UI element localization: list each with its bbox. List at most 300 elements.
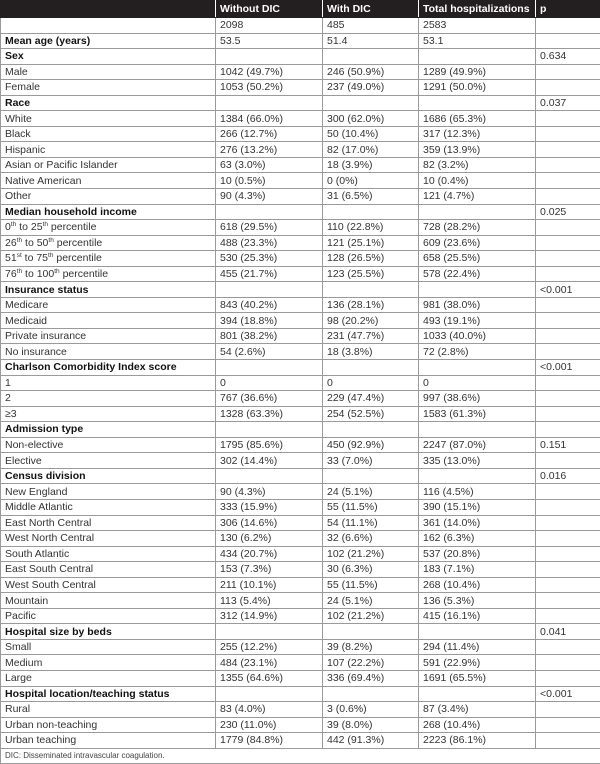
cell-with-dic: 82 (17.0%): [323, 142, 419, 158]
row-label: [1, 189, 216, 205]
row-label: [1, 173, 216, 189]
cell-without-dic: [216, 686, 323, 702]
cell-with-dic: [323, 95, 419, 111]
cell-total: 609 (23.6%): [419, 235, 536, 251]
row-label: [1, 639, 216, 655]
row-label: [1, 220, 216, 236]
cell-p-value: [536, 189, 600, 205]
cell-p-value: [536, 422, 600, 438]
row-label: [1, 344, 216, 360]
label-text: Sex: [5, 50, 24, 62]
cell-total: 415 (16.1%): [419, 608, 536, 624]
row-label: [1, 235, 216, 251]
table-row: [1, 313, 600, 329]
table-group-row: [1, 360, 600, 376]
label-text: Census division: [5, 470, 86, 482]
cell-with-dic: [323, 686, 419, 702]
cell-total: [419, 686, 536, 702]
cell-total: 294 (11.4%): [419, 639, 536, 655]
table-row: [1, 220, 600, 236]
table-body: [1, 18, 600, 749]
row-label: [1, 624, 216, 640]
row-label: [1, 282, 216, 298]
cell-without-dic: [216, 95, 323, 111]
cell-without-dic: 1328 (63.3%): [216, 406, 323, 422]
cell-p-value: [536, 266, 600, 282]
row-label: [1, 577, 216, 593]
cell-p-value: 0.151: [536, 437, 600, 453]
cell-with-dic: 107 (22.2%): [323, 655, 419, 671]
row-label: [1, 655, 216, 671]
cell-total: 2583: [419, 18, 536, 34]
row-label: [1, 499, 216, 515]
cell-without-dic: 312 (14.9%): [216, 608, 323, 624]
label-superscript: th: [17, 268, 22, 275]
cell-total: 82 (3.2%): [419, 157, 536, 173]
label-text: 51: [5, 252, 17, 264]
label-text: Insurance status: [5, 284, 88, 296]
cell-without-dic: 83 (4.0%): [216, 702, 323, 718]
cell-without-dic: 801 (38.2%): [216, 328, 323, 344]
cell-without-dic: 1355 (64.6%): [216, 670, 323, 686]
cell-total: 1289 (49.9%): [419, 64, 536, 80]
cell-p-value: [536, 702, 600, 718]
cell-total: [419, 95, 536, 111]
label-text: New England: [5, 486, 67, 498]
cell-without-dic: 1779 (84.8%): [216, 733, 323, 749]
table-group-row: [1, 33, 600, 49]
table-row: [1, 437, 600, 453]
row-label: [1, 142, 216, 158]
table-row: [1, 608, 600, 624]
cell-without-dic: 530 (25.3%): [216, 251, 323, 267]
label-text: Elective: [5, 455, 42, 467]
cell-with-dic: 231 (47.7%): [323, 328, 419, 344]
header-total: Total hospitalizations: [419, 1, 536, 18]
row-label: [1, 468, 216, 484]
cell-p-value: [536, 111, 600, 127]
cell-total: [419, 204, 536, 220]
label-text: percentile: [53, 252, 101, 264]
cell-p-value: 0.025: [536, 204, 600, 220]
row-label: [1, 437, 216, 453]
cell-without-dic: [216, 49, 323, 65]
cell-p-value: [536, 733, 600, 749]
cell-without-dic: 113 (5.4%): [216, 593, 323, 609]
cell-total: 1691 (65.5%): [419, 670, 536, 686]
cell-with-dic: 33 (7.0%): [323, 453, 419, 469]
cell-total: 2223 (86.1%): [419, 733, 536, 749]
cell-total: [419, 282, 536, 298]
header-with-dic: With DIC: [323, 1, 419, 18]
cell-with-dic: 128 (26.5%): [323, 251, 419, 267]
table-row: [1, 655, 600, 671]
cell-p-value: 0.634: [536, 49, 600, 65]
cell-total: 359 (13.9%): [419, 142, 536, 158]
cell-p-value: [536, 406, 600, 422]
label-text: Middle Atlantic: [5, 501, 73, 513]
cell-without-dic: [216, 468, 323, 484]
cell-with-dic: 55 (11.5%): [323, 499, 419, 515]
table-row: [1, 142, 600, 158]
cell-without-dic: 255 (12.2%): [216, 639, 323, 655]
cell-without-dic: 434 (20.7%): [216, 546, 323, 562]
cell-without-dic: 455 (21.7%): [216, 266, 323, 282]
cell-without-dic: 0: [216, 375, 323, 391]
cell-p-value: [536, 328, 600, 344]
cell-p-value: [536, 655, 600, 671]
cell-with-dic: 24 (5.1%): [323, 484, 419, 500]
cell-with-dic: 485: [323, 18, 419, 34]
cell-total: 53.1: [419, 33, 536, 49]
row-label: [1, 204, 216, 220]
label-text: percentile: [60, 268, 108, 280]
row-label: [1, 80, 216, 96]
cell-total: 121 (4.7%): [419, 189, 536, 205]
cell-p-value: [536, 235, 600, 251]
cell-with-dic: 300 (62.0%): [323, 111, 419, 127]
cell-without-dic: 484 (23.1%): [216, 655, 323, 671]
cell-without-dic: 53.5: [216, 33, 323, 49]
row-label: [1, 126, 216, 142]
cell-with-dic: 246 (50.9%): [323, 64, 419, 80]
cell-with-dic: 54 (11.1%): [323, 515, 419, 531]
cell-p-value: [536, 344, 600, 360]
row-label: [1, 562, 216, 578]
table-row: [1, 562, 600, 578]
cell-with-dic: [323, 204, 419, 220]
label-text: Hispanic: [5, 144, 45, 156]
row-label: [1, 251, 216, 267]
cell-p-value: [536, 515, 600, 531]
cell-total: 728 (28.2%): [419, 220, 536, 236]
table-row: [1, 577, 600, 593]
header-row: [1, 1, 600, 18]
cell-without-dic: 302 (14.4%): [216, 453, 323, 469]
cell-total: 1686 (65.3%): [419, 111, 536, 127]
row-label: [1, 702, 216, 718]
cell-with-dic: 450 (92.9%): [323, 437, 419, 453]
row-label: [1, 453, 216, 469]
cell-without-dic: 1042 (49.7%): [216, 64, 323, 80]
cell-total: 1033 (40.0%): [419, 328, 536, 344]
table-group-row: [1, 686, 600, 702]
label-text: Rural: [5, 703, 30, 715]
cell-p-value: [536, 453, 600, 469]
row-label: [1, 670, 216, 686]
cell-with-dic: 18 (3.9%): [323, 157, 419, 173]
label-text: Male: [5, 66, 28, 78]
cell-with-dic: 102 (21.2%): [323, 546, 419, 562]
label-text: Native American: [5, 175, 81, 187]
row-label: [1, 111, 216, 127]
cell-with-dic: [323, 468, 419, 484]
table-row: [1, 484, 600, 500]
table-row: [1, 173, 600, 189]
row-label: [1, 546, 216, 562]
label-text: to 50: [22, 237, 48, 249]
cell-total: 361 (14.0%): [419, 515, 536, 531]
label-text: Mountain: [5, 595, 48, 607]
cell-without-dic: [216, 204, 323, 220]
cell-without-dic: 618 (29.5%): [216, 220, 323, 236]
label-text: Mean age (years): [5, 35, 90, 47]
label-text: No insurance: [5, 346, 67, 358]
cell-with-dic: 123 (25.5%): [323, 266, 419, 282]
label-text: Race: [5, 97, 30, 109]
label-text: 1: [5, 377, 11, 389]
table-row: [1, 406, 600, 422]
row-label: [1, 686, 216, 702]
table-group-row: [1, 49, 600, 65]
label-text: Black: [5, 128, 31, 140]
table-row: [1, 717, 600, 733]
cell-without-dic: 767 (36.6%): [216, 391, 323, 407]
cell-with-dic: 50 (10.4%): [323, 126, 419, 142]
table-row: [1, 733, 600, 749]
cell-p-value: [536, 593, 600, 609]
cell-with-dic: [323, 282, 419, 298]
label-text: to 100: [22, 268, 54, 280]
cell-without-dic: 90 (4.3%): [216, 484, 323, 500]
label-text: West North Central: [5, 532, 94, 544]
cell-without-dic: 54 (2.6%): [216, 344, 323, 360]
cell-p-value: [536, 80, 600, 96]
cell-total: 335 (13.0%): [419, 453, 536, 469]
cell-with-dic: 3 (0.6%): [323, 702, 419, 718]
row-label: [1, 608, 216, 624]
row-label: [1, 266, 216, 282]
label-text: White: [5, 113, 32, 125]
cell-without-dic: 1795 (85.6%): [216, 437, 323, 453]
cell-without-dic: 230 (11.0%): [216, 717, 323, 733]
row-label: [1, 531, 216, 547]
cell-without-dic: 306 (14.6%): [216, 515, 323, 531]
table-row: [1, 499, 600, 515]
cell-total: 268 (10.4%): [419, 717, 536, 733]
cell-with-dic: 31 (6.5%): [323, 189, 419, 205]
table-row: [1, 391, 600, 407]
row-label: [1, 328, 216, 344]
row-label: [1, 422, 216, 438]
table-group-row: [1, 468, 600, 484]
cell-with-dic: 229 (47.4%): [323, 391, 419, 407]
label-superscript: th: [43, 221, 48, 228]
label-text: East South Central: [5, 563, 93, 575]
footnote-row: [1, 748, 600, 763]
cell-with-dic: 336 (69.4%): [323, 670, 419, 686]
cell-p-value: [536, 313, 600, 329]
cell-without-dic: 153 (7.3%): [216, 562, 323, 578]
label-text: South Atlantic: [5, 548, 69, 560]
cell-total: [419, 360, 536, 376]
cell-with-dic: 121 (25.1%): [323, 235, 419, 251]
label-text: ≥3: [5, 408, 17, 420]
cell-p-value: 0.037: [536, 95, 600, 111]
table-row: [1, 670, 600, 686]
cell-without-dic: [216, 624, 323, 640]
label-superscript: th: [11, 221, 16, 228]
cell-without-dic: 63 (3.0%): [216, 157, 323, 173]
cell-p-value: [536, 173, 600, 189]
cell-with-dic: 18 (3.8%): [323, 344, 419, 360]
cell-p-value: [536, 375, 600, 391]
cell-without-dic: [216, 360, 323, 376]
table-row: [1, 189, 600, 205]
cell-total: 1583 (61.3%): [419, 406, 536, 422]
cell-with-dic: 0: [323, 375, 419, 391]
cell-without-dic: [216, 282, 323, 298]
cell-with-dic: 98 (20.2%): [323, 313, 419, 329]
footnote: DIC: Disseminated intravascular coagulation.: [1, 748, 600, 763]
table-group-row: [1, 95, 600, 111]
table-row: [1, 297, 600, 313]
cell-p-value: 0.041: [536, 624, 600, 640]
table-row: [1, 515, 600, 531]
label-text: Urban non-teaching: [5, 719, 97, 731]
cell-p-value: <0.001: [536, 686, 600, 702]
label-text: 76: [5, 268, 17, 280]
table-group-row: [1, 282, 600, 298]
label-text: Charlson Comorbidity Index score: [5, 361, 177, 373]
header-label: [1, 1, 216, 18]
label-text: Asian or Pacific Islander: [5, 159, 118, 171]
label-text: Other: [5, 190, 31, 202]
label-text: Female: [5, 81, 40, 93]
row-label: [1, 515, 216, 531]
label-superscript: st: [17, 252, 22, 259]
label-text: Non-elective: [5, 439, 63, 451]
cell-p-value: [536, 670, 600, 686]
cell-p-value: 0.016: [536, 468, 600, 484]
cell-p-value: [536, 531, 600, 547]
cell-total: [419, 624, 536, 640]
cell-with-dic: 136 (28.1%): [323, 297, 419, 313]
label-text: Private insurance: [5, 330, 86, 342]
row-label: [1, 360, 216, 376]
cell-p-value: <0.001: [536, 282, 600, 298]
cell-with-dic: [323, 422, 419, 438]
row-label: [1, 297, 216, 313]
cell-with-dic: 55 (11.5%): [323, 577, 419, 593]
table-row: [1, 375, 600, 391]
row-label: [1, 484, 216, 500]
cell-total: 72 (2.8%): [419, 344, 536, 360]
cell-total: 268 (10.4%): [419, 577, 536, 593]
table-row: [1, 593, 600, 609]
label-superscript: th: [54, 268, 59, 275]
label-text: East North Central: [5, 517, 91, 529]
cell-with-dic: 237 (49.0%): [323, 80, 419, 96]
table-row: [1, 546, 600, 562]
cell-total: 317 (12.3%): [419, 126, 536, 142]
table-row: [1, 157, 600, 173]
row-label: [1, 64, 216, 80]
table-row: [1, 251, 600, 267]
row-label: [1, 717, 216, 733]
label-text: Medicaid: [5, 315, 47, 327]
cell-p-value: [536, 546, 600, 562]
header-without-dic: Without DIC: [216, 1, 323, 18]
label-text: Medicare: [5, 299, 48, 311]
cell-total: 162 (6.3%): [419, 531, 536, 547]
label-text: Small: [5, 641, 31, 653]
cell-total: 183 (7.1%): [419, 562, 536, 578]
table-row: [1, 235, 600, 251]
table-row: [1, 639, 600, 655]
cell-p-value: [536, 142, 600, 158]
cell-without-dic: 266 (12.7%): [216, 126, 323, 142]
label-text: Hospital size by beds: [5, 626, 112, 638]
row-label: [1, 391, 216, 407]
row-label: [1, 375, 216, 391]
cell-total: 493 (19.1%): [419, 313, 536, 329]
cell-total: [419, 468, 536, 484]
cell-p-value: [536, 608, 600, 624]
cell-without-dic: [216, 422, 323, 438]
cell-with-dic: [323, 624, 419, 640]
cell-with-dic: 32 (6.6%): [323, 531, 419, 547]
cell-with-dic: 102 (21.2%): [323, 608, 419, 624]
cell-without-dic: 130 (6.2%): [216, 531, 323, 547]
cell-without-dic: 10 (0.5%): [216, 173, 323, 189]
cell-total: 2247 (87.0%): [419, 437, 536, 453]
cell-p-value: <0.001: [536, 360, 600, 376]
cell-p-value: [536, 484, 600, 500]
row-label: [1, 313, 216, 329]
cell-without-dic: 488 (23.3%): [216, 235, 323, 251]
row-label: [1, 18, 216, 34]
cell-without-dic: 1053 (50.2%): [216, 80, 323, 96]
label-superscript: th: [48, 252, 53, 259]
cell-total: 390 (15.1%): [419, 499, 536, 515]
cell-without-dic: 211 (10.1%): [216, 577, 323, 593]
label-text: percentile: [54, 237, 102, 249]
label-text: to 25: [16, 221, 42, 233]
row-label: [1, 157, 216, 173]
row-label: [1, 49, 216, 65]
table-group-row: [1, 624, 600, 640]
cell-total: 658 (25.5%): [419, 251, 536, 267]
cell-without-dic: 276 (13.2%): [216, 142, 323, 158]
label-superscript: th: [48, 237, 53, 244]
cell-with-dic: [323, 49, 419, 65]
cell-total: 578 (22.4%): [419, 266, 536, 282]
cell-p-value: [536, 18, 600, 34]
cell-without-dic: 2098: [216, 18, 323, 34]
cell-p-value: [536, 499, 600, 515]
label-text: Urban teaching: [5, 734, 76, 746]
label-text: Medium: [5, 657, 42, 669]
cell-p-value: [536, 577, 600, 593]
table-row: [1, 702, 600, 718]
table-row: [1, 531, 600, 547]
cell-with-dic: 51.4: [323, 33, 419, 49]
label-text: West South Central: [5, 579, 96, 591]
table-group-row: [1, 204, 600, 220]
cell-total: 0: [419, 375, 536, 391]
cell-total: 1291 (50.0%): [419, 80, 536, 96]
table-row: [1, 111, 600, 127]
cell-total: 591 (22.9%): [419, 655, 536, 671]
header-p: p: [536, 1, 600, 18]
cell-p-value: [536, 220, 600, 236]
cell-with-dic: 30 (6.3%): [323, 562, 419, 578]
label-text: Large: [5, 672, 32, 684]
cell-total: 136 (5.3%): [419, 593, 536, 609]
label-text: to 75: [22, 252, 48, 264]
cell-total: 116 (4.5%): [419, 484, 536, 500]
